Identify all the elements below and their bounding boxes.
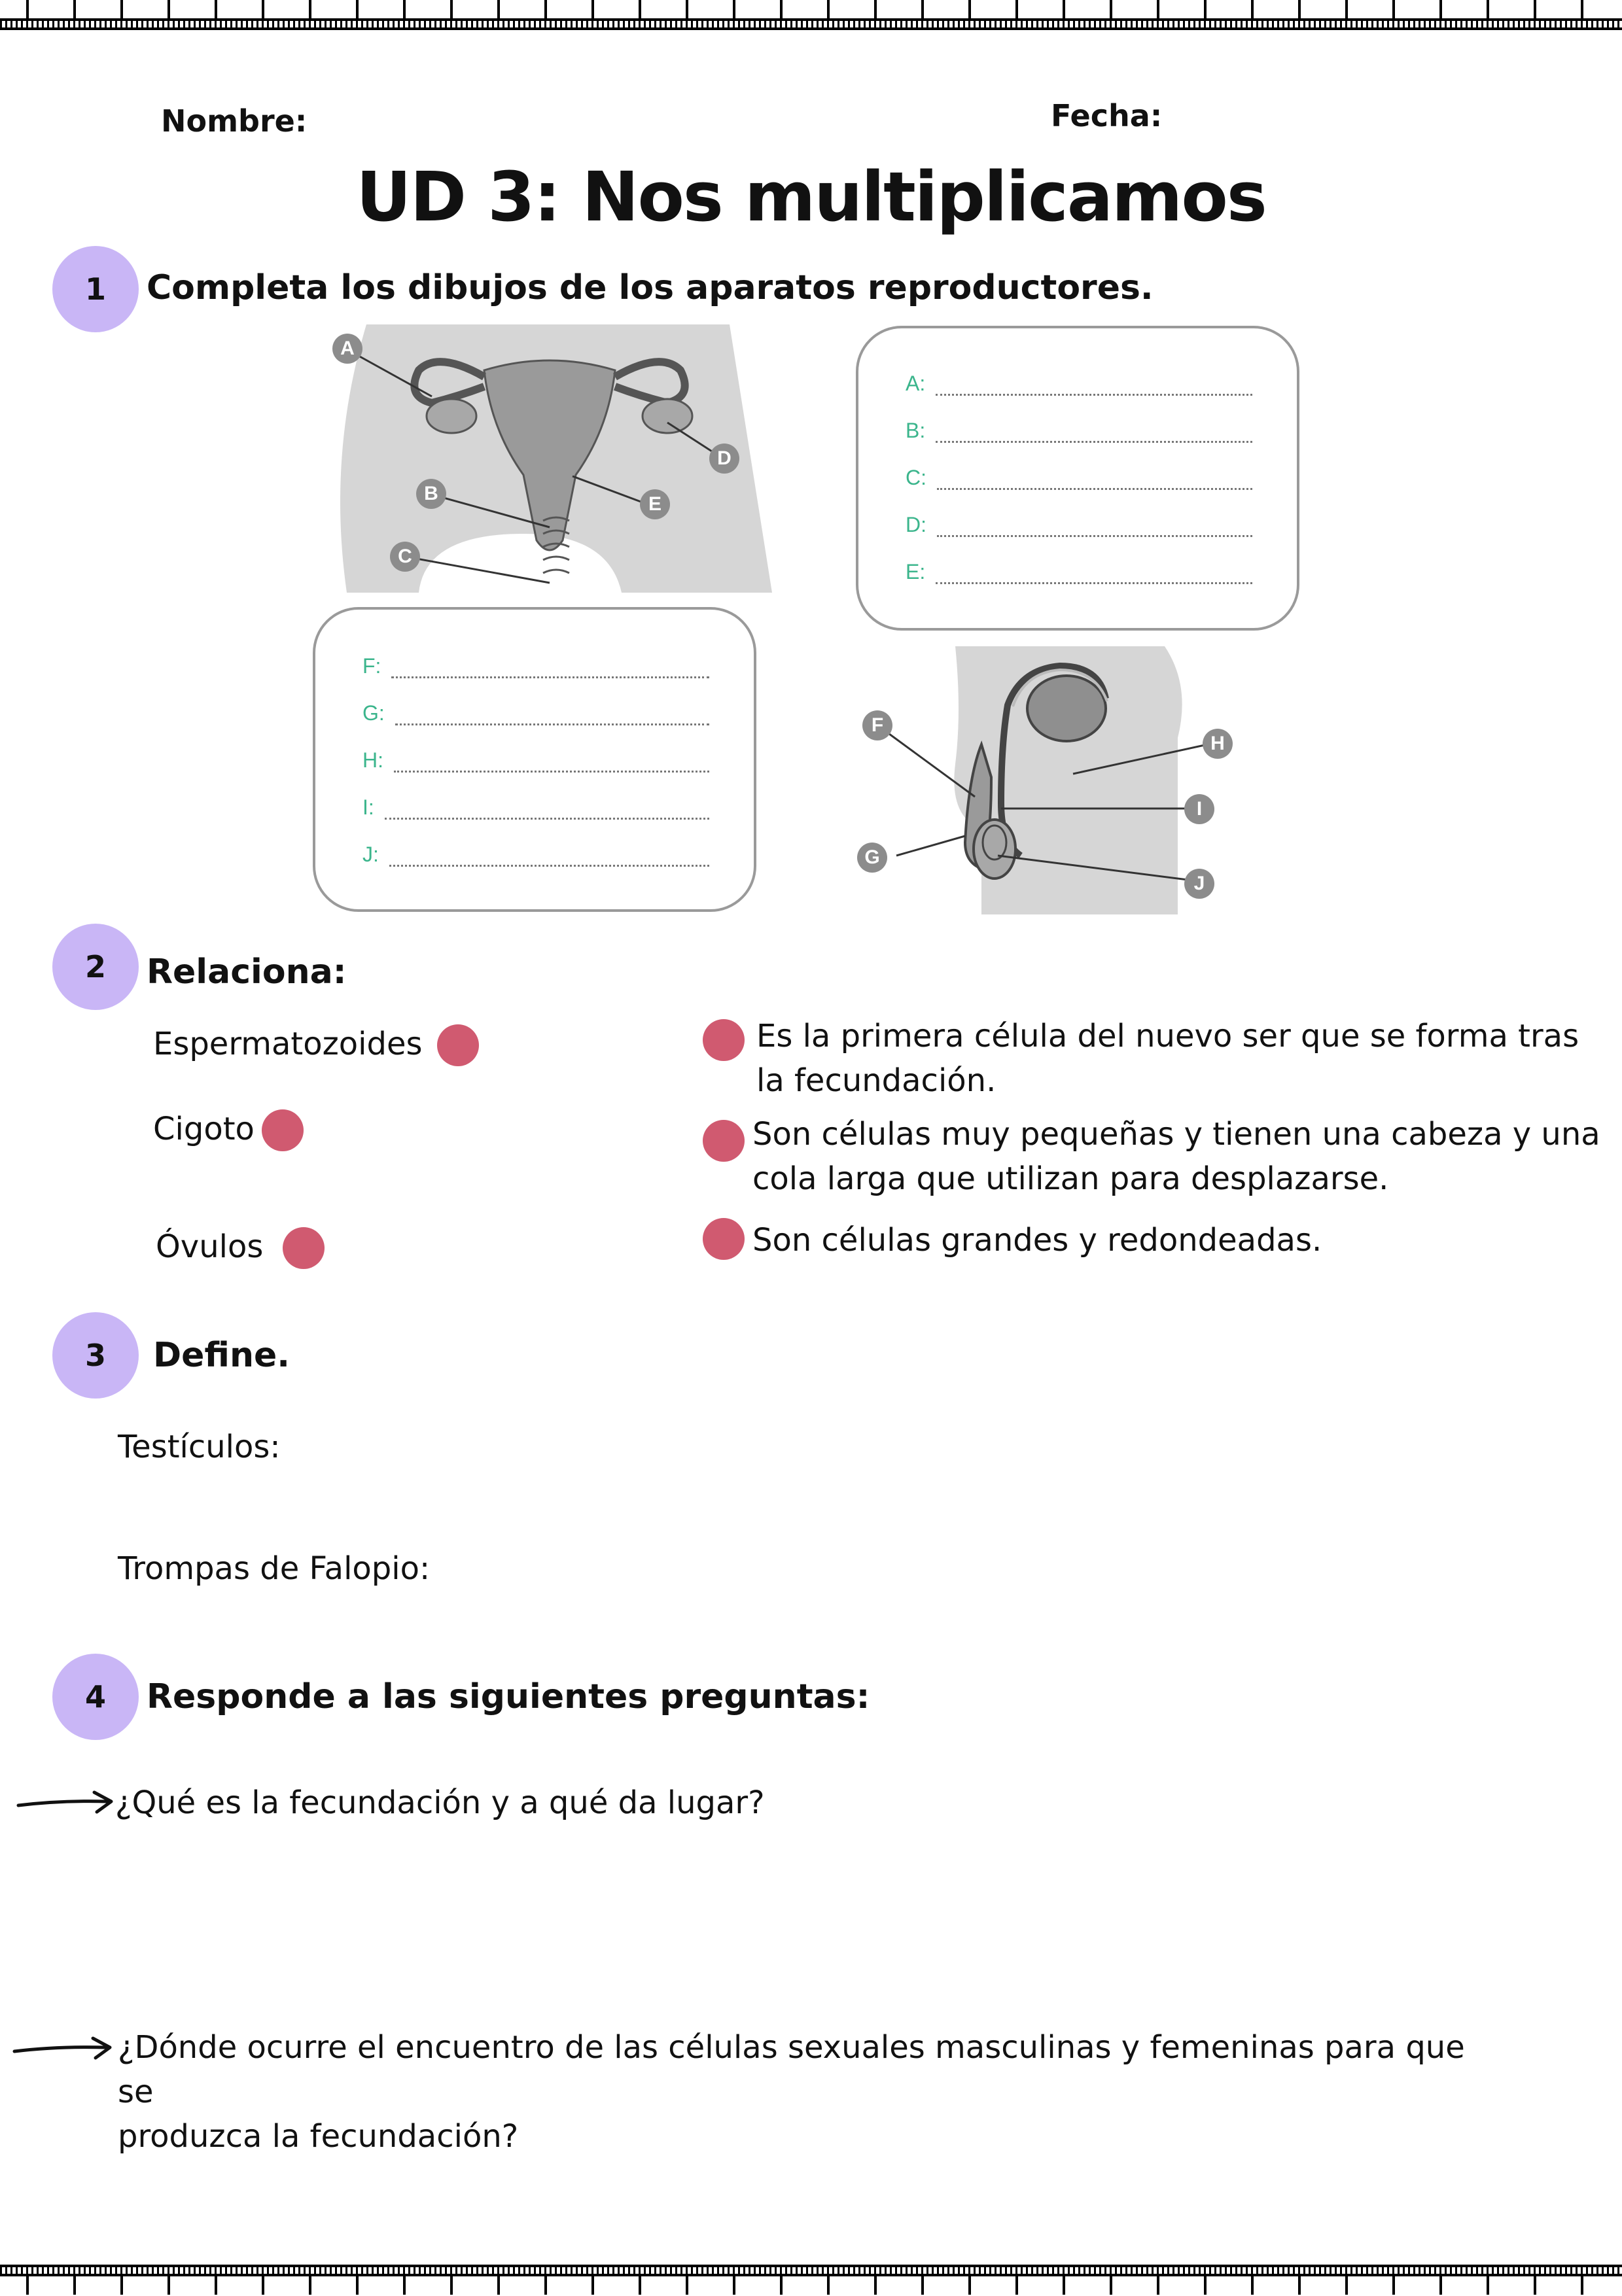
fecha-label: Fecha: xyxy=(1051,98,1163,133)
line-label: D: xyxy=(906,513,926,536)
male-marker-h: H xyxy=(1203,729,1233,759)
match-dot-left-1[interactable] xyxy=(437,1024,479,1066)
section-1-heading: Completa los dibujos de los aparatos reproductores. xyxy=(147,268,1154,307)
match-left-cigoto: Cigoto xyxy=(153,1111,255,1147)
answer-dotted-line[interactable] xyxy=(936,376,1252,396)
female-line-b[interactable] xyxy=(906,419,1252,443)
bottom-border xyxy=(0,2262,1622,2295)
define-term-trompas: Trompas de Falopio: xyxy=(118,1550,431,1587)
line-label: A: xyxy=(906,372,926,395)
arrow-icon xyxy=(12,2032,116,2064)
female-line-a[interactable] xyxy=(906,372,1252,396)
top-border xyxy=(0,0,1622,33)
male-line-j[interactable] xyxy=(362,843,709,867)
match-right-1-line-2: la fecundación. xyxy=(756,1062,996,1099)
match-right-2-line-2: cola larga que utilizan para desplazarse. xyxy=(752,1160,1389,1197)
section-number-2: 2 xyxy=(52,924,139,1010)
nombre-label: Nombre: xyxy=(161,103,308,139)
match-dot-right-2[interactable] xyxy=(703,1120,745,1162)
line-label: C: xyxy=(906,466,926,489)
match-dot-right-1[interactable] xyxy=(703,1019,745,1061)
line-label: F: xyxy=(362,654,381,678)
answer-dotted-line[interactable] xyxy=(385,800,709,820)
section-3-heading: Define. xyxy=(153,1336,291,1375)
answer-dotted-line[interactable] xyxy=(936,565,1252,584)
answer-dotted-line[interactable] xyxy=(937,517,1252,537)
male-line-i[interactable] xyxy=(362,795,709,820)
arrow-icon xyxy=(16,1786,118,1818)
section-number-4: 4 xyxy=(52,1654,139,1740)
match-right-2 xyxy=(752,1112,1600,1201)
section-4-heading: Responde a las siguientes preguntas: xyxy=(147,1677,870,1716)
female-marker-d: D xyxy=(709,444,739,474)
match-right-2-line-1: Son células muy pequeñas y tienen una cabeza y una xyxy=(752,1116,1600,1153)
female-marker-a: A xyxy=(332,334,362,364)
section-number-3: 3 xyxy=(52,1312,139,1399)
match-left-ovulos: Óvulos xyxy=(156,1228,264,1265)
question-2 xyxy=(118,2025,1492,2159)
answer-dotted-line[interactable] xyxy=(395,706,709,725)
line-label: I: xyxy=(362,795,374,819)
line-label: B: xyxy=(906,419,926,442)
line-label: H: xyxy=(362,748,383,772)
match-right-1 xyxy=(756,1014,1579,1103)
answer-dotted-line[interactable] xyxy=(394,753,709,773)
answer-dotted-line[interactable] xyxy=(937,470,1252,490)
match-right-1-line-1: Es la primera célula del nuevo ser que se forma tras xyxy=(756,1018,1579,1054)
question-2-line-1: ¿Dónde ocurre el encuentro de las células sexuales masculinas y femeninas para que se xyxy=(118,2029,1465,2110)
section-2-heading: Relaciona: xyxy=(147,952,347,992)
match-left-espermatozoides: Espermatozoides xyxy=(153,1026,423,1062)
question-1-line-1: ¿Qué es la fecundación y a qué da lugar? xyxy=(115,1784,765,1821)
answer-dotted-line[interactable] xyxy=(389,847,709,867)
match-dot-right-3[interactable] xyxy=(703,1218,745,1260)
match-dot-left-2[interactable] xyxy=(262,1109,304,1151)
female-marker-b: B xyxy=(416,479,446,509)
female-line-d[interactable] xyxy=(906,513,1252,537)
male-marker-f: F xyxy=(862,710,892,740)
match-right-3 xyxy=(752,1218,1322,1262)
line-label: J: xyxy=(362,843,379,866)
question-2-line-2: produzca la fecundación? xyxy=(118,2118,519,2155)
male-marker-g: G xyxy=(857,843,887,873)
section-number-1: 1 xyxy=(52,246,139,332)
male-line-f[interactable] xyxy=(362,654,709,678)
female-marker-c: C xyxy=(390,542,420,572)
male-marker-j: J xyxy=(1184,869,1214,899)
question-1 xyxy=(115,1781,765,1825)
female-line-e[interactable] xyxy=(906,560,1252,584)
answer-dotted-line[interactable] xyxy=(391,659,709,678)
page-title: UD 3: Nos multiplicamos xyxy=(356,157,1266,237)
female-marker-e: E xyxy=(640,489,670,519)
define-term-testiculos: Testículos: xyxy=(118,1429,281,1465)
female-line-c[interactable] xyxy=(906,466,1252,490)
answer-dotted-line[interactable] xyxy=(936,423,1252,443)
male-marker-i: I xyxy=(1184,794,1214,824)
match-right-3-line-1: Son células grandes y redondeadas. xyxy=(752,1222,1322,1259)
line-label: E: xyxy=(906,560,926,583)
line-label: G: xyxy=(362,701,385,725)
male-line-g[interactable] xyxy=(362,701,709,725)
male-line-h[interactable] xyxy=(362,748,709,773)
match-dot-left-3[interactable] xyxy=(283,1227,325,1269)
